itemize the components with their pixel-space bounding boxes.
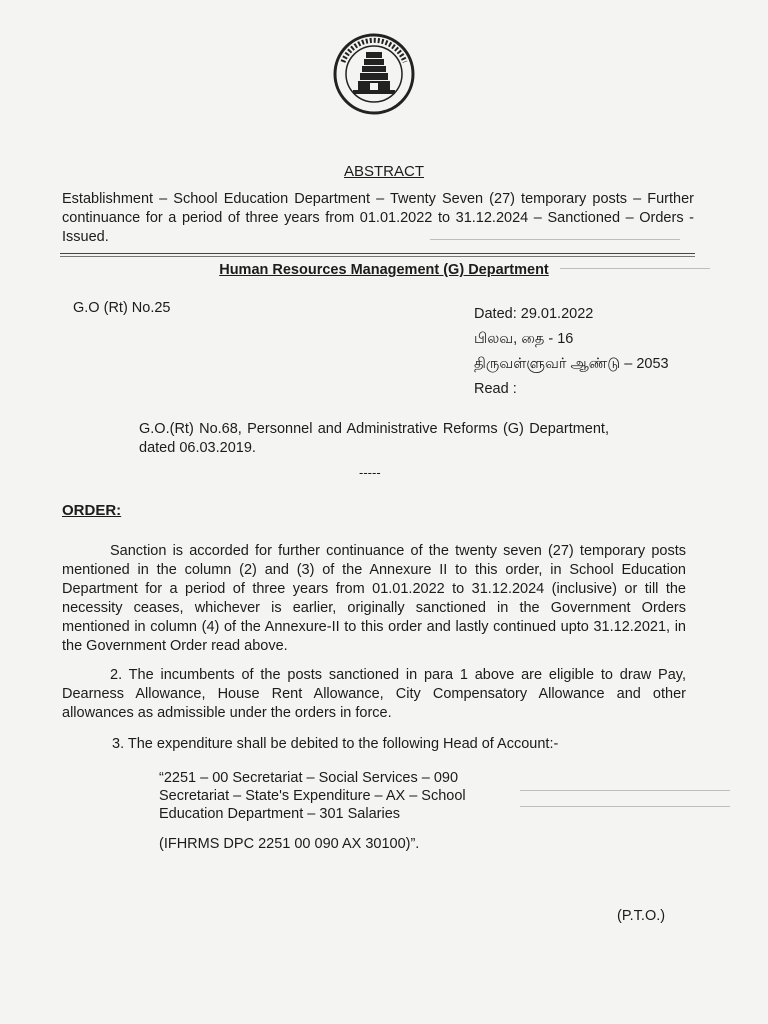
abstract-title: ABSTRACT	[343, 163, 424, 180]
order-paragraph-3: 3. The expenditure shall be debited to the following Head of Account:-	[112, 736, 559, 752]
abstract-body: Establishment – School Education Department – Twenty Seven (27) temporary posts – Further continuance for a period of three years from 01.01.2022 to 31.12.2024 – Sanctioned – Orders - Issued.	[62, 191, 694, 245]
department-name: Human Resources Management (G) Department	[219, 262, 549, 278]
order-paragraph-2: 2. The incumbents of the posts sanctioned in para 1 above are eligible to draw Pay, Dearness Allowance, House Rent Allowance, City Compensatory Allowance and other allowances as admissible under the orders in force.	[62, 667, 686, 721]
scan-artifact	[520, 806, 730, 807]
dated-tamil-year: திருவள்ளுவர் ஆண்டு – 2053	[474, 356, 669, 372]
dated-date: Dated: 29.01.2022	[474, 306, 594, 322]
dated-tamil-month: பிலவ, தை - 16	[474, 331, 574, 347]
head-of-account	[159, 769, 466, 853]
pto-label: (P.T.O.)	[617, 908, 666, 924]
order-paragraph-1: Sanction is accorded for further continuance of the twenty seven (27) temporary posts mentioned in the column (2) and (3) of the Annexure II to this order, in School Education Department for a period of three years from 01.01.2022 to 31.12.2024 (inclusive) or till the necessity ceases, whichever is earlier, originally sanctioned in the Government Orders mentioned in column (4) of the Annexure-II to this order and lastly continued upto 31.12.2021, in the Government Order read above.	[62, 543, 686, 654]
head-of-account-line: “2251 – 00 Secretariat – Social Services – 090	[159, 770, 459, 786]
go-number: G.O (Rt) No.25	[73, 300, 171, 316]
scan-artifact	[560, 268, 710, 269]
read-label: Read :	[474, 381, 517, 397]
separator: -----	[359, 465, 381, 480]
dated-block	[474, 302, 669, 402]
divider	[60, 253, 695, 254]
divider	[60, 256, 695, 257]
head-of-account-line: Education Department – 301 Salaries	[159, 806, 401, 822]
head-of-account-code: (IFHRMS DPC 2251 00 090 AX 30100)”.	[159, 836, 420, 852]
scan-artifact	[430, 239, 680, 240]
scan-artifact	[520, 790, 730, 791]
tamil-nadu-government-emblem-icon	[333, 32, 415, 116]
head-of-account-line: Secretariat – State's Expenditure – AX – School	[159, 788, 466, 804]
order-heading: ORDER:	[62, 502, 122, 519]
read-reference: G.O.(Rt) No.68, Personnel and Administrative Reforms (G) Department, dated 06.03.2019.	[139, 421, 609, 456]
